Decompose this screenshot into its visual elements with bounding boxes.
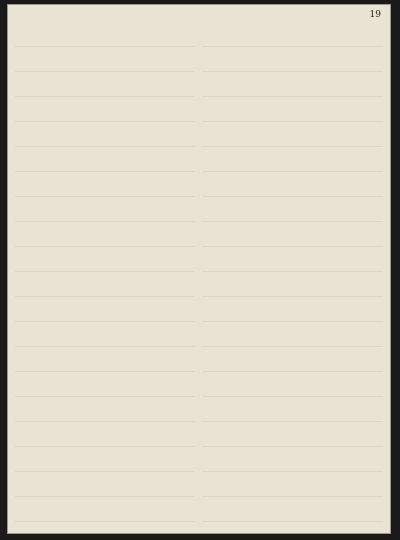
page-number: 19: [369, 10, 381, 20]
entry: [203, 147, 383, 172]
entry: [15, 122, 195, 147]
entry: [203, 22, 383, 47]
entry: [15, 197, 195, 222]
document-page: [7, 4, 391, 534]
entry: [203, 72, 383, 97]
entry: [15, 297, 195, 322]
entry: [203, 297, 383, 322]
entry: [203, 222, 383, 247]
entry: [203, 372, 383, 397]
entry: [15, 22, 195, 47]
entry: [15, 272, 195, 297]
entry: [15, 472, 195, 497]
entry: [203, 47, 383, 72]
left-column: [15, 22, 195, 534]
entry: [15, 322, 195, 347]
entry: [203, 347, 383, 372]
entry: [15, 97, 195, 122]
entry: [203, 522, 383, 534]
entry: [15, 72, 195, 97]
entry: [15, 447, 195, 472]
entry: [203, 122, 383, 147]
entry: [203, 472, 383, 497]
entry: [203, 422, 383, 447]
entry: [203, 447, 383, 472]
entry: [15, 47, 195, 72]
right-column: [203, 22, 383, 534]
entry: [15, 347, 195, 372]
entry: [15, 522, 195, 534]
entry: [15, 172, 195, 197]
entry: [203, 197, 383, 222]
entry: [203, 97, 383, 122]
entry: [15, 222, 195, 247]
entry: [15, 147, 195, 172]
entry: [15, 422, 195, 447]
entry: [15, 497, 195, 522]
entry: [203, 397, 383, 422]
entry: [203, 322, 383, 347]
entry: [203, 272, 383, 297]
entry: [15, 372, 195, 397]
entry: [15, 397, 195, 422]
entry: [203, 247, 383, 272]
entry: [203, 172, 383, 197]
entry: [203, 497, 383, 522]
entry: [15, 247, 195, 272]
